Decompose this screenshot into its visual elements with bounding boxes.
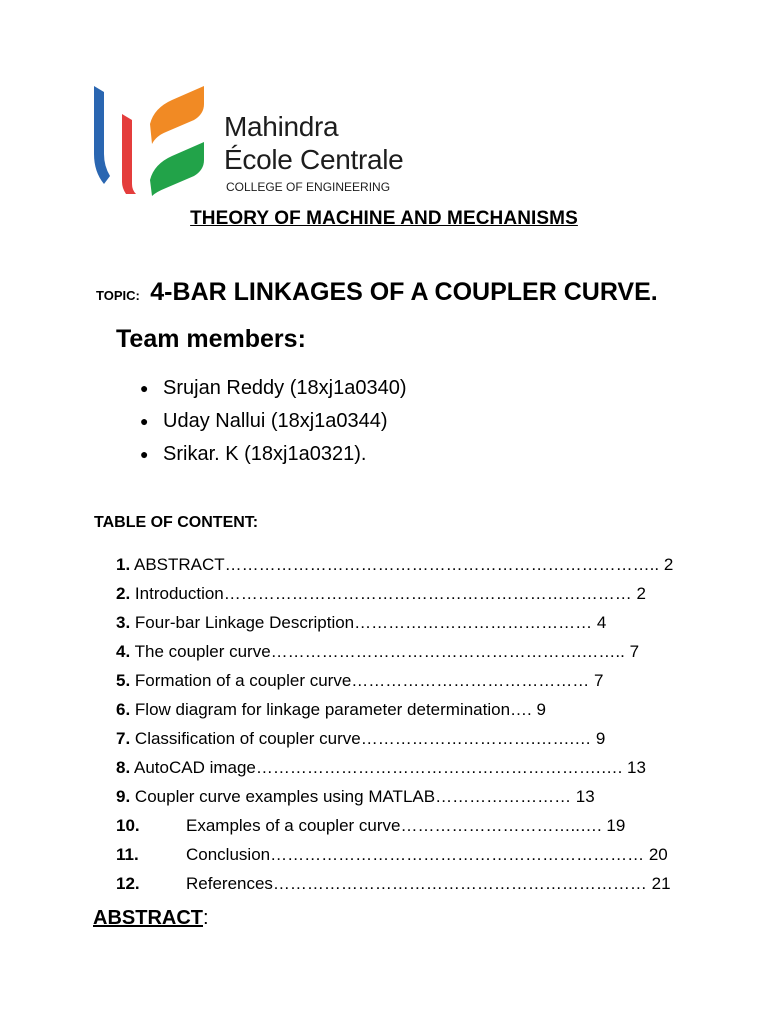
toc-entry-number: 5.: [116, 671, 131, 690]
toc-entry-number: 12.: [116, 874, 140, 893]
toc-entry-text: Four-bar Linkage Description…………………………………… 4: [134, 613, 607, 632]
topic-title: 4-BAR LINKAGES OF A COUPLER CURVE.: [150, 278, 658, 306]
toc-entry-text: Formation of a coupler curve…………………………………… 7: [134, 671, 604, 690]
toc-entry: [116, 869, 673, 898]
toc-entry-text: Introduction……………………………………………………………… 2: [134, 584, 646, 603]
toc-entry: [116, 579, 673, 608]
toc-entry-text: ABSTRACT………………………………………………………………….. 2: [133, 555, 674, 574]
toc-entry-number: 4.: [116, 642, 131, 661]
toc-entry: [116, 666, 673, 695]
bullet-icon: ●: [140, 380, 149, 396]
toc-entry-text: Flow diagram for linkage parameter determination…. 9: [134, 700, 546, 719]
toc-entry-number: 7.: [116, 729, 131, 748]
logo-name-line2: École Centrale: [224, 144, 404, 175]
toc-entry-number: 3.: [116, 613, 131, 632]
bullet-icon: ●: [140, 446, 149, 462]
logo-red-stroke: [122, 114, 136, 194]
toc-entry: [116, 695, 673, 724]
toc-entry-number: 10.: [116, 816, 140, 835]
toc-entry: [116, 811, 673, 840]
team-member-item: [140, 438, 407, 471]
abstract-heading-colon: :: [203, 907, 209, 929]
toc-entry-number: 9.: [116, 787, 131, 806]
toc-entry: [116, 608, 673, 637]
toc-entry-text: References………………………………………………………… 21: [186, 874, 671, 893]
team-member-list: [140, 372, 407, 471]
toc-entry-text: Classification of coupler curve………………………….…….… 9: [134, 729, 606, 748]
college-logo-icon: [92, 84, 210, 196]
toc-entry-number: 6.: [116, 700, 131, 719]
course-title: THEORY OF MACHINE AND MECHANISMS: [190, 208, 578, 229]
toc-entry: [116, 550, 673, 579]
abstract-heading: [93, 907, 209, 930]
logo-orange-stroke: [150, 86, 204, 144]
toc-entry-number: 8.: [116, 758, 131, 777]
bullet-icon: ●: [140, 413, 149, 429]
toc-entry-number: 1.: [116, 555, 131, 574]
toc-entry-number: 11.: [116, 845, 139, 864]
toc-entry-text: The coupler curve……………………………………………….…….. 7: [134, 642, 640, 661]
table-of-contents: [116, 550, 673, 898]
toc-entry: [116, 753, 673, 782]
logo-green-stroke: [150, 142, 204, 196]
toc-entry-text: Coupler curve examples using MATLAB…………………… 13: [134, 787, 595, 806]
team-member-name: Srujan Reddy (18xj1a0340): [163, 377, 407, 399]
toc-heading: TABLE OF CONTENT:: [94, 514, 259, 531]
toc-entry: [116, 724, 673, 753]
logo-blue-stroke: [94, 86, 110, 184]
team-member-name: Uday Nallui (18xj1a0344): [163, 410, 388, 432]
team-member-item: [140, 405, 407, 438]
toc-entry-text: Conclusion………………………………………………………… 20: [186, 845, 668, 864]
toc-entry-number: 2.: [116, 584, 131, 603]
team-member-item: [140, 372, 407, 405]
team-member-name: Srikar. K (18xj1a0321).: [163, 443, 367, 465]
logo-name-line1: Mahindra: [224, 111, 339, 142]
toc-entry: [116, 782, 673, 811]
abstract-heading-text: ABSTRACT: [93, 907, 203, 929]
toc-entry: [116, 637, 673, 666]
topic-line: [96, 278, 658, 307]
toc-entry-text: Examples of a coupler curve…………………………..…. 19: [186, 816, 626, 835]
toc-entry-text: AutoCAD image…………………………………………………….…. 13: [133, 758, 646, 777]
logo-wordmark: [224, 110, 403, 194]
toc-entry: [116, 840, 673, 869]
logo-subtitle: COLLEGE OF ENGINEERING: [226, 180, 391, 194]
team-heading: Team members:: [116, 325, 306, 353]
topic-label: TOPIC:: [96, 288, 140, 303]
